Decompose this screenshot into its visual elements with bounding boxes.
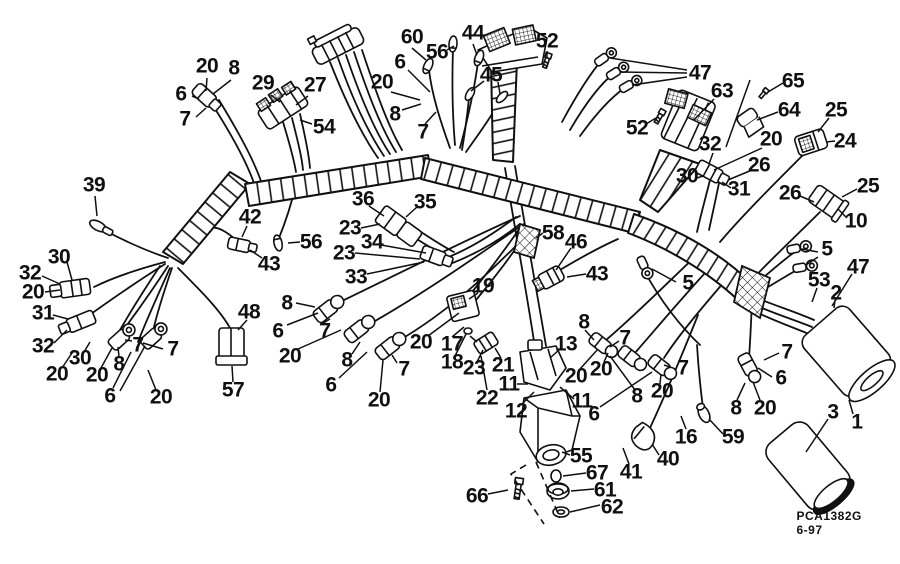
- part-label-23: 23: [332, 241, 356, 265]
- part-label-32: 32: [18, 261, 42, 285]
- part-label-20: 20: [21, 280, 45, 304]
- part-label-35: 35: [413, 190, 437, 214]
- part-label-61: 61: [593, 478, 617, 502]
- part-label-31: 31: [31, 301, 55, 325]
- part-label-6: 6: [394, 50, 406, 74]
- part-label-47: 47: [846, 255, 870, 279]
- part-label-19: 19: [471, 274, 495, 298]
- part-label-7: 7: [319, 319, 331, 343]
- part-label-17: 17: [440, 332, 464, 356]
- part-label-34: 34: [360, 230, 384, 254]
- part-label-43: 43: [585, 262, 609, 286]
- part-label-42: 42: [238, 205, 262, 229]
- diagram-part-code: PCA1382G 6-97: [796, 509, 862, 537]
- part-label-27: 27: [303, 73, 327, 97]
- part-label-20: 20: [367, 388, 391, 412]
- part-label-7: 7: [132, 333, 144, 357]
- part-label-20: 20: [85, 363, 109, 387]
- part-67: [551, 470, 561, 482]
- part-label-7: 7: [398, 357, 410, 381]
- part-label-20: 20: [278, 344, 302, 368]
- part-label-18: 18: [440, 350, 464, 374]
- part-label-7: 7: [781, 340, 793, 364]
- part-label-6: 6: [775, 366, 787, 390]
- part-label-64: 64: [777, 98, 801, 122]
- part-label-55: 55: [569, 444, 593, 468]
- part-label-20: 20: [370, 70, 394, 94]
- part-label-6: 6: [325, 373, 337, 397]
- part-label-1: 1: [851, 410, 863, 434]
- part-label-12: 12: [504, 399, 528, 423]
- part-label-26: 26: [778, 181, 802, 205]
- part-label-7: 7: [179, 107, 191, 131]
- part-label-26: 26: [747, 153, 771, 177]
- part-label-56: 56: [425, 40, 449, 64]
- part-label-33: 33: [344, 265, 368, 289]
- part-label-11: 11: [571, 389, 593, 413]
- connector-48-57: [216, 328, 247, 365]
- part-label-8: 8: [631, 384, 643, 408]
- part-label-8: 8: [389, 102, 401, 126]
- part-label-44: 44: [461, 21, 485, 45]
- part-label-52: 52: [535, 29, 559, 53]
- part-label-6: 6: [588, 402, 600, 426]
- part-label-8: 8: [341, 348, 353, 372]
- part-label-6: 6: [272, 319, 284, 343]
- part-label-58: 58: [541, 221, 565, 245]
- part-label-40: 40: [656, 447, 680, 471]
- part-label-48: 48: [237, 300, 261, 324]
- part-17: [464, 328, 472, 334]
- part-label-30: 30: [68, 346, 92, 370]
- part-label-20: 20: [753, 396, 777, 420]
- part-label-25: 25: [824, 98, 848, 122]
- part-label-7: 7: [417, 120, 429, 144]
- part-label-6: 6: [104, 384, 116, 408]
- part-label-11: 11: [498, 372, 520, 396]
- part-label-20: 20: [149, 385, 173, 409]
- part-label-6: 6: [175, 82, 187, 106]
- part-label-47: 47: [688, 61, 712, 85]
- part-label-56: 56: [299, 230, 323, 254]
- part-label-63: 63: [710, 79, 734, 103]
- part-label-36: 36: [351, 187, 375, 211]
- part-label-66: 66: [465, 484, 489, 508]
- part-label-20: 20: [650, 379, 674, 403]
- part-label-7: 7: [167, 337, 179, 361]
- part-label-60: 60: [400, 25, 424, 49]
- part-label-45: 45: [479, 63, 503, 87]
- part-label-22: 22: [475, 386, 499, 410]
- part-label-20: 20: [195, 54, 219, 78]
- part-label-13: 13: [554, 332, 578, 356]
- part-label-53: 53: [807, 268, 831, 292]
- part-label-8: 8: [113, 352, 125, 376]
- part-label-23: 23: [338, 216, 362, 240]
- part-label-21: 21: [491, 353, 515, 377]
- part-label-25: 25: [856, 174, 880, 198]
- part-label-32: 32: [698, 132, 722, 156]
- part-label-16: 16: [674, 425, 698, 449]
- part-label-3: 3: [827, 400, 839, 424]
- part-label-62: 62: [600, 495, 624, 519]
- part-label-65: 65: [781, 69, 805, 93]
- part-label-5: 5: [682, 271, 694, 295]
- part-label-24: 24: [833, 129, 857, 153]
- part-label-54: 54: [312, 115, 336, 139]
- part-label-31: 31: [727, 177, 751, 201]
- part-label-20: 20: [564, 364, 588, 388]
- part-label-41: 41: [619, 460, 643, 484]
- part-label-20: 20: [759, 127, 783, 151]
- part-label-29: 29: [251, 71, 275, 95]
- part-label-20: 20: [45, 362, 69, 386]
- part-label-8: 8: [228, 56, 240, 80]
- part-label-43: 43: [257, 252, 281, 276]
- part-label-7: 7: [677, 356, 689, 380]
- part-label-5: 5: [821, 237, 833, 261]
- part-label-8: 8: [730, 396, 742, 420]
- part-label-7: 7: [619, 326, 631, 350]
- part-label-39: 39: [82, 173, 106, 197]
- part-label-2: 2: [830, 281, 842, 305]
- part-label-57: 57: [221, 378, 245, 402]
- part-label-8: 8: [578, 310, 590, 334]
- part-label-32: 32: [31, 334, 55, 358]
- part-label-30: 30: [47, 245, 71, 269]
- part-label-23: 23: [462, 356, 486, 380]
- part-label-46: 46: [564, 230, 588, 254]
- part-label-30: 30: [675, 164, 699, 188]
- part-label-20: 20: [589, 357, 613, 381]
- part-label-59: 59: [721, 425, 745, 449]
- part-label-8: 8: [281, 291, 293, 315]
- part-label-67: 67: [585, 461, 609, 485]
- part-label-20: 20: [409, 330, 433, 354]
- part-label-52: 52: [625, 116, 649, 140]
- part-label-10: 10: [844, 209, 868, 233]
